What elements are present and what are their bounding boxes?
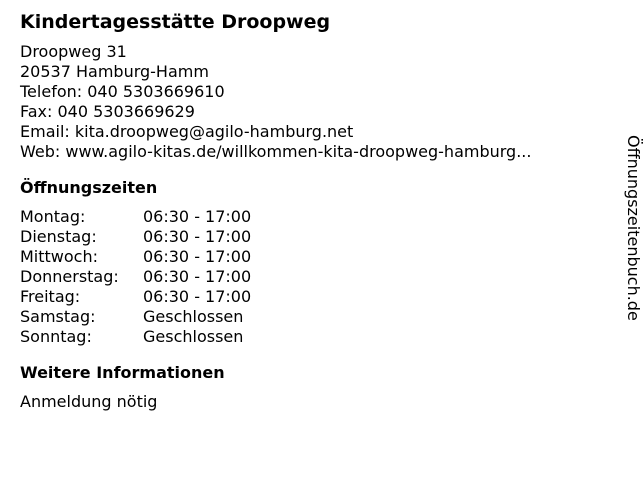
hours-time: 06:30 - 17:00 [143, 287, 252, 306]
hours-day: Samstag: [20, 307, 96, 326]
hours-day: Sonntag: [20, 327, 92, 346]
hours-row-saturday [20, 307, 600, 327]
hours-row-monday [20, 207, 600, 227]
opening-hours-heading: Öffnungszeiten [20, 178, 158, 197]
hours-time: Geschlossen [143, 327, 244, 346]
hours-time: 06:30 - 17:00 [143, 247, 252, 266]
further-info-text: Anmeldung nötig [20, 392, 158, 411]
further-info-heading: Weitere Informationen [20, 363, 225, 382]
address-city: 20537 Hamburg-Hamm [20, 62, 209, 81]
address-street: Droopweg 31 [20, 42, 127, 61]
website-link: Web: www.agilo-kitas.de/willkommen-kita-droopweg-hamburg... [20, 142, 532, 161]
page-title: Kindertagesstätte Droopweg [20, 11, 331, 33]
hours-day: Montag: [20, 207, 86, 226]
hours-day: Mittwoch: [20, 247, 98, 266]
hours-day: Dienstag: [20, 227, 97, 246]
watermark-text: Öffnungszeitenbuch.de [624, 135, 643, 321]
hours-day: Freitag: [20, 287, 81, 306]
hours-time: 06:30 - 17:00 [143, 207, 252, 226]
address-block [20, 42, 600, 162]
fax-number: Fax: 040 5303669629 [20, 102, 195, 121]
phone-number: Telefon: 040 5303669610 [20, 82, 225, 101]
hours-row-wednesday [20, 247, 600, 267]
hours-time: 06:30 - 17:00 [143, 267, 252, 286]
content [20, 10, 600, 412]
hours-row-thursday [20, 267, 600, 287]
hours-time: 06:30 - 17:00 [143, 227, 252, 246]
opening-hours-table [20, 207, 600, 347]
hours-day: Donnerstag: [20, 267, 119, 286]
hours-time: Geschlossen [143, 307, 244, 326]
hours-row-sunday [20, 327, 600, 347]
email-address: Email: kita.droopweg@agilo-hamburg.net [20, 122, 354, 141]
hours-row-friday [20, 287, 600, 307]
hours-row-tuesday [20, 227, 600, 247]
